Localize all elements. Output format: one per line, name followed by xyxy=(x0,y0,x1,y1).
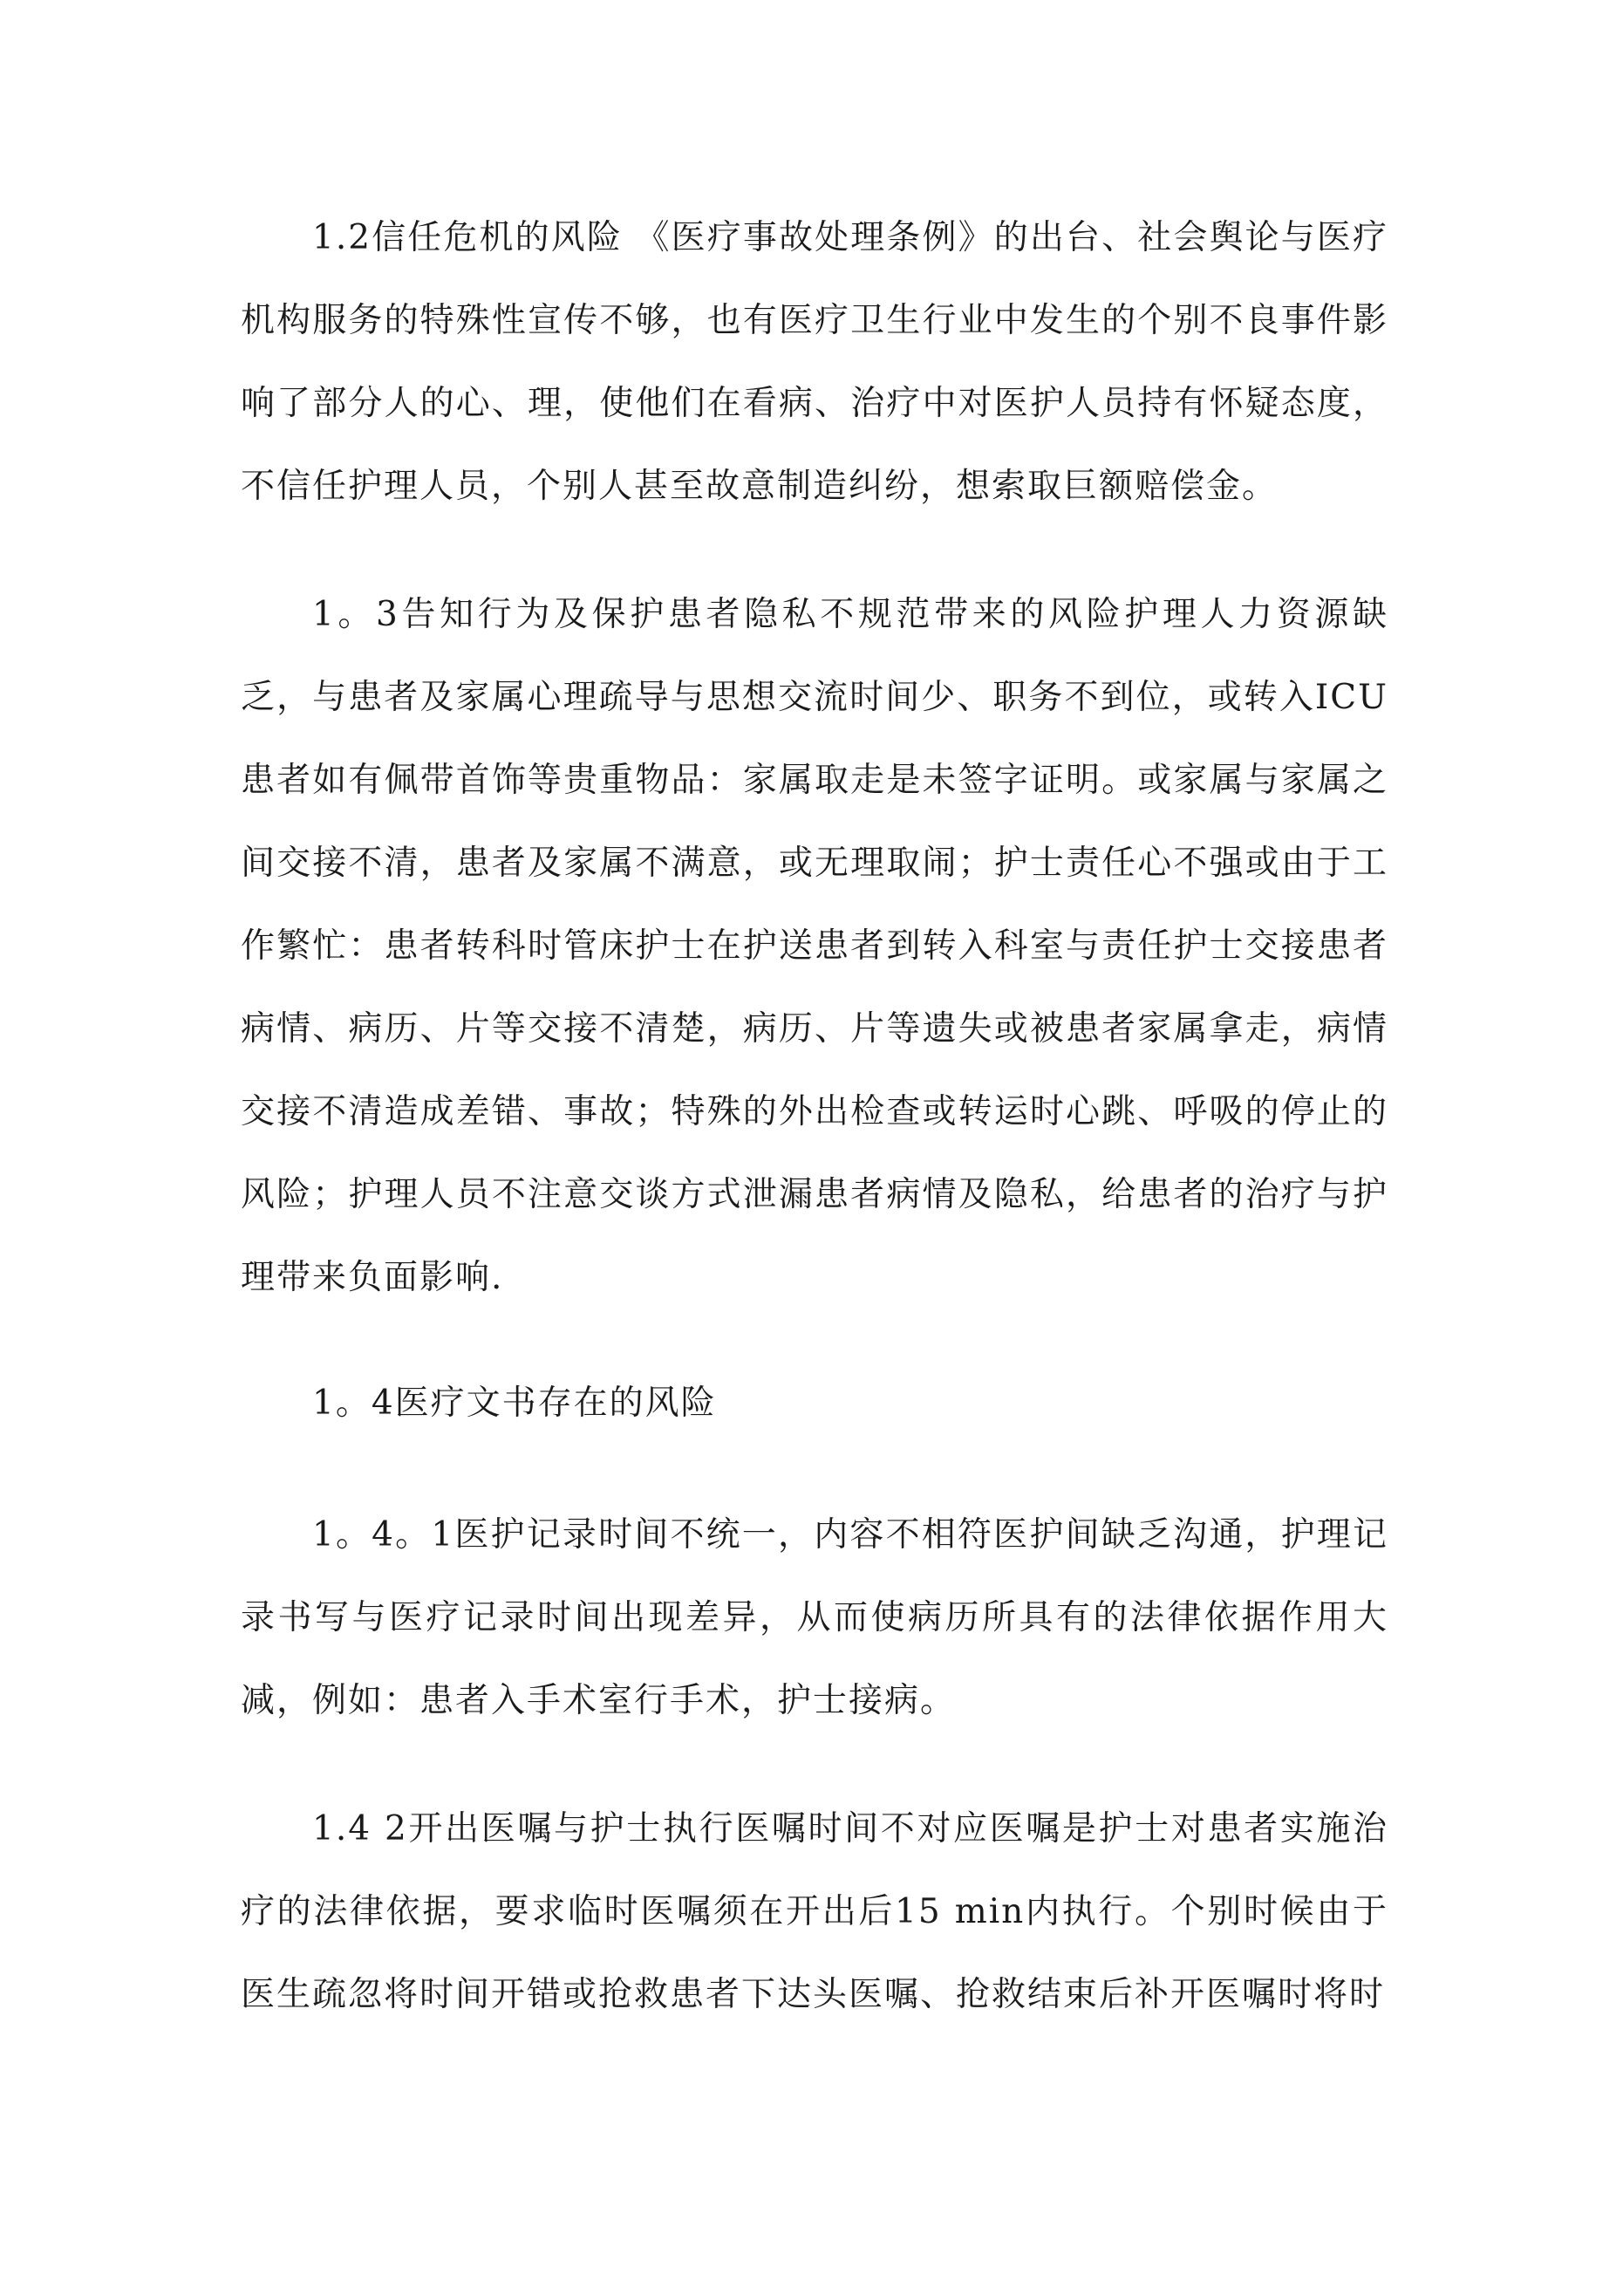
paragraph-record-time-inconsistency: 1。4。1医护记录时间不统一，内容不相符医护间缺乏沟通，护理记录书写与医疗记录时间出现差异，从而使病历所具有的法律依据作用大减，例如：患者入手术室行手术，护士接病。 xyxy=(241,1515,1388,1720)
paragraph-order-execution-time: 1.4 2开出医嘱与护士执行医嘱时间不对应医嘱是护士对患者实施治疗的法律依据，要求临时医嘱须在开出后15 min内执行。个别时候由于医生疏忽将时间开错或抢救患者下达头医嘱、抢救结束后补开医嘱时将时 xyxy=(241,1809,1388,2014)
paragraph-notification-privacy-risk: 1。3告知行为及保护患者隐私不规范带来的风险护理人力资源缺乏，与患者及家属心理疏导与思想交流时间少、职务不到位，或转入ICU患者如有佩带首饰等贵重物品：家属取走是未签字证明。或家属与家属之间交接不清，患者及家属不满意，或无理取闹；护士责任心不强或由于工作繁忙：患者转科时管床护士在护送患者到转入科室与责任护士交接患者病情、病历、片等交接不清楚，病历、片等遗失或被患者家属拿走，病情交接不清造成差错、事故；特殊的外出检查或转运时心跳、呼吸的停止的风险；护理人员不注意交谈方式泄漏患者病情及隐私，给患者的治疗与护理带来负面影响. xyxy=(241,595,1388,1297)
section-heading-medical-records-risk: 1。4医疗文书存在的风险 xyxy=(312,1384,717,1423)
paragraph-trust-crisis-risk: 1.2信任危机的风险 《医疗事故处理条例》的出台、社会舆论与医疗机构服务的特殊性宣传不够，也有医疗卫生行业中发生的个别不良事件影响了部分人的心、理，使他们在看病、治疗中对医护人员持有怀疑态度，不信任护理人员，个别人甚至故意制造纠纷，想索取巨额赔偿金。 xyxy=(241,218,1388,506)
